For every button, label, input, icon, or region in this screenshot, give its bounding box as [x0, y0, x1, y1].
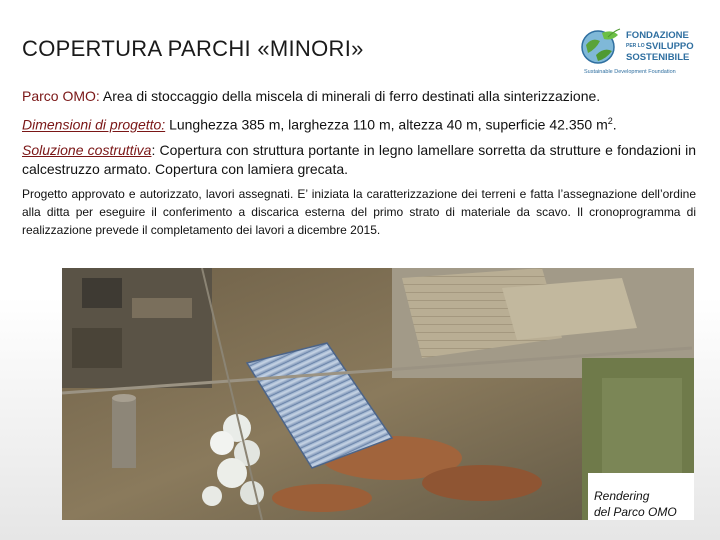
logo-text-line1: FONDAZIONE [626, 30, 689, 41]
caption-line1: Rendering [594, 489, 650, 503]
logo-footer-text: Sustainable Development Foundation [584, 69, 676, 75]
foundation-logo [578, 25, 698, 80]
paragraph-solution [22, 141, 696, 179]
dimensions-text: Lunghezza 385 m, larghezza 110 m, altezza 40 m, superficie 42.350 m [165, 116, 608, 133]
logo-text-main: SVILUPPO [645, 41, 694, 52]
logo-text-line2 [626, 42, 694, 52]
solution-text: : Copertura con struttura portante in legno lamellare sorretta da strutture e fondazioni in calcestruzzo armato. Copertura con lamiera grecata. [22, 142, 696, 177]
dimensions-sup: 2 [607, 116, 613, 126]
paragraph-status: Progetto approvato e autorizzato, lavori assegnati. E’ iniziata la caratterizzazione dei terreni e fatta l’assegnazione dell’ordine alla ditta per eseguire il conferimento a discarica esterna del primo strato di materiale da scavo. Il cronoprogramma di realizzazione prevede il completamento dei lavori a dicembre 2015. [22, 187, 696, 237]
image-caption [594, 488, 690, 520]
globe-leaf-icon [578, 25, 622, 69]
paragraph-dimensions [22, 112, 696, 135]
solution-label: Soluzione costruttiva [22, 142, 152, 158]
slide-title: COPERTURA PARCHI «MINORI» [22, 36, 364, 61]
caption-line2: del Parco OMO [594, 505, 677, 519]
logo-text-small: PER LO [626, 42, 645, 49]
parco-omo-label: Parco OMO: [22, 88, 100, 104]
paragraph-parco-omo [22, 87, 696, 106]
dimensions-end: . [612, 116, 617, 133]
aerial-photo [62, 268, 694, 520]
parco-omo-text: Area di stoccaggio della miscela di minerali di ferro destinati alla sinterizzazione. [99, 88, 601, 104]
logo-text-line3: SOSTENIBILE [626, 52, 690, 63]
dimensions-label: Dimensioni di progetto: [22, 116, 166, 133]
